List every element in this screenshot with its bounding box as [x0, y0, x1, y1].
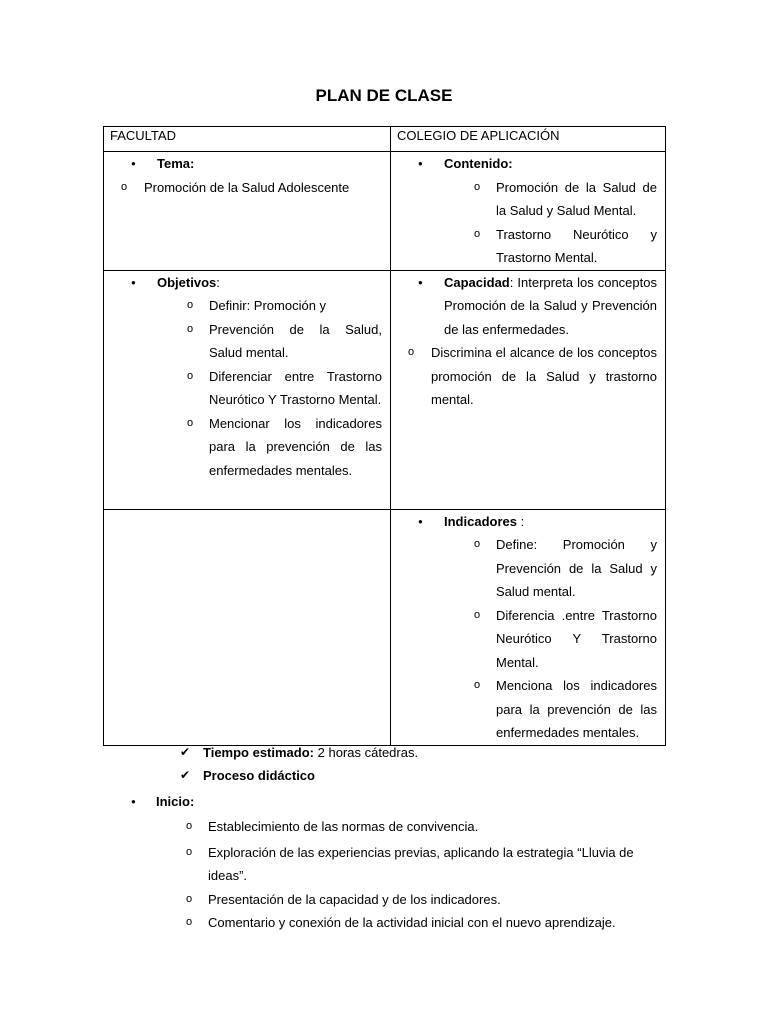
tema-label: ● Tema: [104, 152, 390, 176]
list-item: o Diferencia .entre Trastorno Neurótico Y Trastorno Mental. [391, 604, 665, 675]
tema-cell [104, 152, 391, 271]
table-header-row [104, 127, 666, 152]
capacidad-text: ● Capacidad: Interpreta los conceptos Promoción de la Salud y Prevención de las enfermedades. [391, 271, 665, 342]
list-item: o Establecimiento de las normas de convivencia. [0, 815, 768, 839]
contenido-cell [391, 152, 666, 271]
list-item: o Mencionar los indicadores para la prevención de las enfermedades mentales. [104, 412, 390, 483]
plan-table [103, 126, 666, 746]
facultad-header: FACULTAD [104, 127, 391, 152]
inicio-label: ● Inicio: [0, 789, 768, 815]
page-title: PLAN DE CLASE [315, 86, 453, 105]
contenido-label: ● Contenido: [391, 152, 665, 176]
empty-cell [104, 509, 391, 745]
capacidad-cell [391, 270, 666, 509]
list-item: o Promoción de la Salud de la Salud y Salud Mental. [391, 176, 665, 223]
indicadores-label: ● Indicadores : [391, 510, 665, 534]
table-row [104, 270, 666, 509]
list-item: o Prevención de la Salud, Salud mental. [104, 318, 390, 365]
list-item: o Comentario y conexión de la actividad inicial con el nuevo aprendizaje. [0, 911, 768, 935]
list-item: o Menciona los indicadores para la prevención de las enfermedades mentales. [391, 674, 665, 745]
list-item: o Diferenciar entre Trastorno Neurótico Y Trastorno Mental. [104, 365, 390, 412]
indicadores-cell [391, 509, 666, 745]
tiempo-estimado: ✔ Tiempo estimado: 2 horas cátedras. [0, 741, 768, 764]
list-item: o Presentación de la capacidad y de los indicadores. [0, 888, 768, 912]
list-item: o Define: Promoción y Prevención de la Salud y Salud mental. [391, 533, 665, 604]
objetivos-label: ● Objetivos: [104, 271, 390, 295]
table-row [104, 152, 666, 271]
table-row [104, 509, 666, 745]
list-item: o Definir: Promoción y [104, 294, 390, 318]
list-item: o Exploración de las experiencias previas, aplicando la estrategia “Lluvia de ideas”. [0, 841, 768, 888]
lesson-details [0, 741, 768, 935]
objetivos-cell [104, 270, 391, 509]
proceso-didactico: ✔ Proceso didáctico [0, 764, 768, 787]
list-item: o Promoción de la Salud Adolescente [104, 176, 390, 200]
colegio-header: COLEGIO DE APLICACIÓN [391, 127, 666, 152]
list-item: o Discrimina el alcance de los conceptos promoción de la Salud y trastorno mental. [391, 341, 665, 412]
list-item: o Trastorno Neurótico y Trastorno Mental. [391, 223, 665, 270]
